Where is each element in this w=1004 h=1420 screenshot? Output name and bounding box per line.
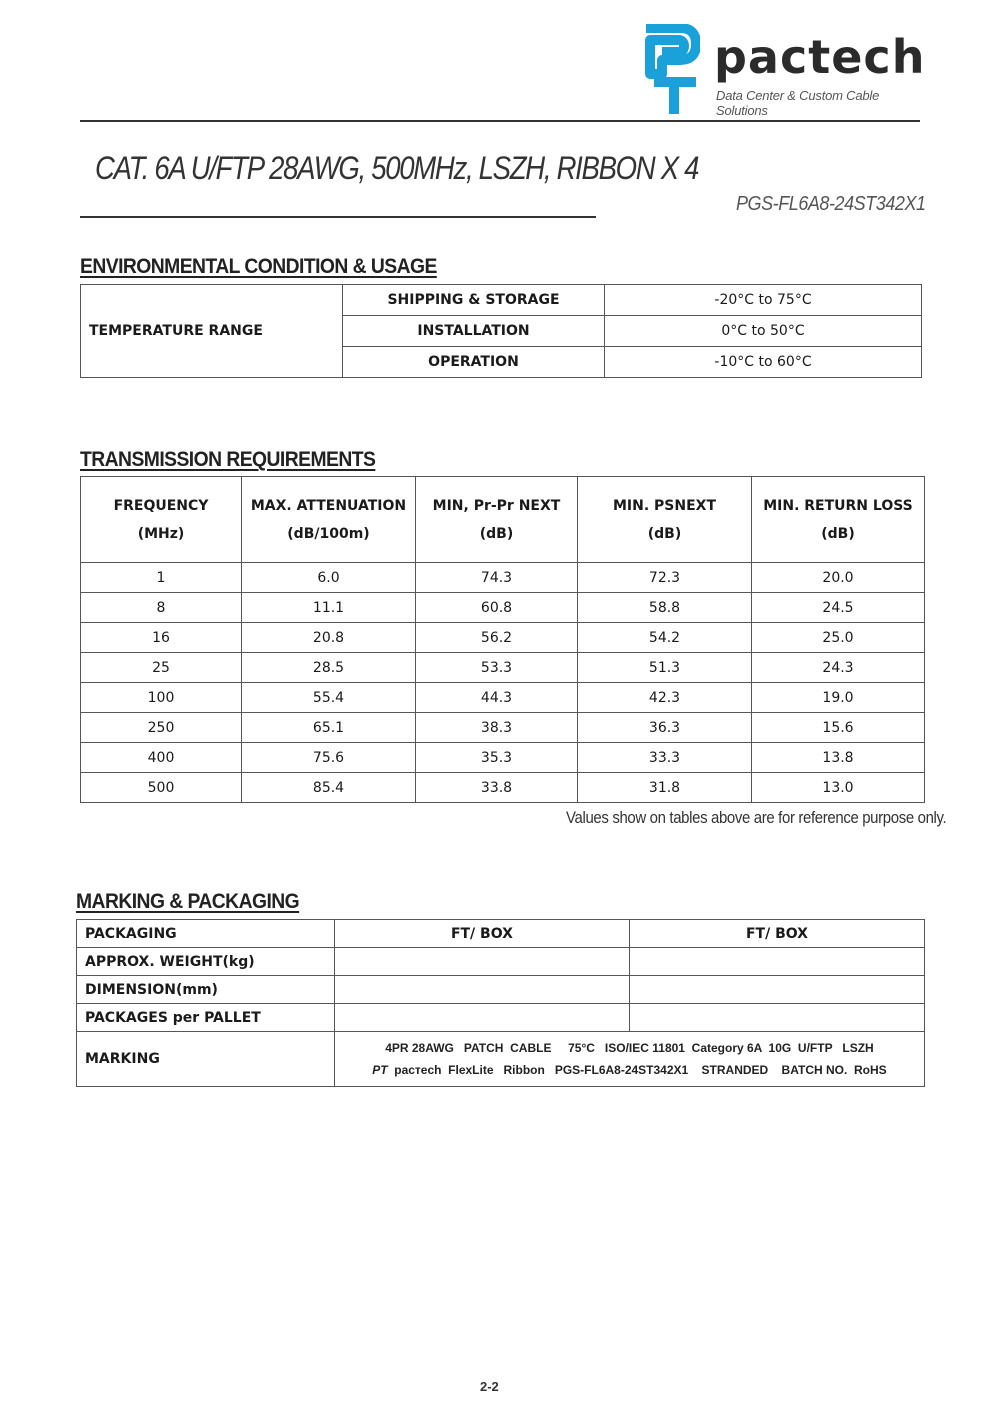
table-row (81, 683, 925, 713)
transmission-heading: TRANSMISSION REQUIREMENTS (80, 448, 376, 471)
condition-value: -10°C to 60°C (605, 347, 922, 378)
condition-label: OPERATION (343, 347, 605, 378)
row-label: APPROX. WEIGHT(kg) (77, 948, 335, 976)
transmission-table-body (81, 563, 925, 803)
column-name: MIN. PSNEXT (612, 497, 717, 514)
table-cell: 13.8 (752, 743, 925, 773)
column-header (416, 477, 578, 563)
column-header (81, 477, 242, 563)
environmental-heading: ENVIRONMENTAL CONDITION & USAGE (80, 255, 437, 278)
table-cell: 1 (81, 563, 242, 593)
row-label: DIMENSION(mm) (77, 976, 335, 1004)
table-cell: 38.3 (416, 713, 578, 743)
table-cell: 85.4 (242, 773, 416, 803)
marking-line-1: 4PR 28AWG PATCH CABLE 75°C ISO/IEC 11801 Category 6A 10G U/FTP LSZH (385, 1041, 874, 1055)
table-row (77, 948, 925, 976)
table-cell: 31.8 (578, 773, 752, 803)
row-label: PACKAGES per PALLET (77, 1004, 335, 1032)
table-cell: 15.6 (752, 713, 925, 743)
column-name: FREQUENCY (113, 497, 209, 514)
table-cell: 55.4 (242, 683, 416, 713)
table-cell: 44.3 (416, 683, 578, 713)
table-cell: 35.3 (416, 743, 578, 773)
table-cell: 51.3 (578, 653, 752, 683)
condition-value: -20°C to 75°C (605, 285, 922, 316)
table-cell: 250 (81, 713, 242, 743)
table-cell: 33.3 (578, 743, 752, 773)
environmental-table (80, 284, 922, 378)
table-row (81, 623, 925, 653)
column-name: MIN, Pr-Pr NEXT (432, 497, 561, 514)
pactech-logo-mark-icon (640, 24, 700, 116)
condition-label: INSTALLATION (343, 316, 605, 347)
table-cell: 72.3 (578, 563, 752, 593)
column-unit: (dB) (647, 525, 682, 542)
marking-heading: MARKING & PACKAGING (76, 890, 300, 913)
marking-line-2-text: pacтech FlexLite Ribbon PGS-FL6A8-24ST342X1 STRANDED BATCH NO. RoHS (394, 1063, 887, 1077)
table-row (77, 976, 925, 1004)
table-row (77, 920, 925, 948)
column-unit: (MHz) (137, 525, 185, 542)
table-cell: 75.6 (242, 743, 416, 773)
table-cell: 56.2 (416, 623, 578, 653)
row-value (629, 976, 924, 1004)
table-cell: 74.3 (416, 563, 578, 593)
row-value (334, 948, 629, 976)
marking-line-2 (335, 1059, 924, 1081)
brand-name: pactech (714, 30, 926, 84)
table-cell: 400 (81, 743, 242, 773)
table-cell: 16 (81, 623, 242, 653)
table-cell: 100 (81, 683, 242, 713)
packaging-value: FT/ BOX (334, 920, 629, 948)
table-cell: 54.2 (578, 623, 752, 653)
table-row (81, 743, 925, 773)
column-unit: (dB) (821, 525, 855, 542)
reference-footnote: Values show on tables above are for reference purpose only. (566, 808, 947, 827)
table-cell: 25 (81, 653, 242, 683)
transmission-table (80, 476, 925, 803)
table-cell: 42.3 (578, 683, 752, 713)
document-title: CAT. 6A U/FTP 28AWG, 500MHz, LSZH, RIBBON X 4 (95, 150, 699, 186)
column-name: MAX. ATTENUATION (250, 497, 407, 514)
table-row (81, 713, 925, 743)
header-divider (80, 120, 920, 122)
row-value (334, 1004, 629, 1032)
table-cell: 58.8 (578, 593, 752, 623)
page-number: 2-2 (480, 1379, 499, 1394)
marking-text (334, 1032, 924, 1087)
table-cell: 8 (81, 593, 242, 623)
column-unit: (dB) (479, 525, 514, 542)
table-row (81, 773, 925, 803)
part-number: PGS-FL6A8-24ST342X1 (736, 193, 926, 215)
column-header (752, 477, 925, 563)
packaging-value: FT/ BOX (629, 920, 924, 948)
column-unit: (dB/100m) (287, 525, 370, 542)
temperature-range-label: TEMPERATURE RANGE (81, 285, 343, 378)
row-value (334, 976, 629, 1004)
table-cell: 60.8 (416, 593, 578, 623)
table-cell: 25.0 (752, 623, 925, 653)
table-cell: 500 (81, 773, 242, 803)
table-cell: 24.5 (752, 593, 925, 623)
table-row (77, 1004, 925, 1032)
table-header-row (81, 477, 925, 563)
table-row (81, 593, 925, 623)
pactech-logo (640, 24, 930, 120)
table-cell: 11.1 (242, 593, 416, 623)
packaging-label: PACKAGING (77, 920, 335, 948)
table-cell: 20.0 (752, 563, 925, 593)
table-row (81, 285, 922, 316)
condition-value: 0°C to 50°C (605, 316, 922, 347)
column-name: MIN. RETURN LOSS (763, 497, 913, 514)
marking-table (76, 919, 925, 1087)
table-cell: 19.0 (752, 683, 925, 713)
title-underline (80, 216, 596, 218)
table-cell: 20.8 (242, 623, 416, 653)
table-row (81, 653, 925, 683)
table-cell: 33.8 (416, 773, 578, 803)
table-cell: 28.5 (242, 653, 416, 683)
marking-logo: PT (372, 1063, 388, 1077)
table-cell: 53.3 (416, 653, 578, 683)
table-cell: 13.0 (752, 773, 925, 803)
column-header (578, 477, 752, 563)
row-value (629, 948, 924, 976)
brand-tagline: Data Center & Custom Cable Solutions (716, 88, 880, 118)
table-cell: 24.3 (752, 653, 925, 683)
table-row (81, 563, 925, 593)
marking-label: MARKING (77, 1032, 335, 1087)
row-value (629, 1004, 924, 1032)
table-cell: 36.3 (578, 713, 752, 743)
column-header (242, 477, 416, 563)
table-cell: 6.0 (242, 563, 416, 593)
table-cell: 65.1 (242, 713, 416, 743)
table-row (77, 1032, 925, 1087)
condition-label: SHIPPING & STORAGE (343, 285, 605, 316)
